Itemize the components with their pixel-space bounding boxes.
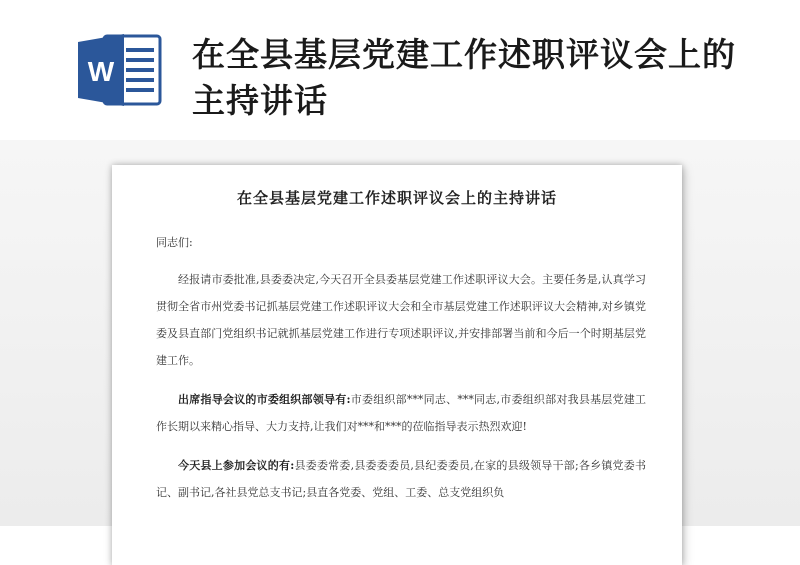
paragraph-2-lead: 出席指导会议的市委组织部领导有: <box>178 393 351 406</box>
paragraph-2-text: 市委组织部***同志、***同志,市委组织部对我县基层党建工作长期以来精心指导、大力支持,让我们对***和***的莅临指导表示热烈欢迎! <box>156 393 646 433</box>
paragraph-1: 经报请市委批准,县委委决定,今天召开全县委基层党建工作述职评议大会。主要任务是,认真学习贯彻全省市州党委书记抓基层党建工作述职评议大会和全市基层党建工作述职评议大会精神,对乡镇党委及县直部门党组织书记就抓基层党建工作进行专项述职评议,并安排部署当前和今后一个时期基层党建工作。 <box>156 273 646 367</box>
paragraph-3 <box>156 452 646 506</box>
document-title: 在全县基层党建工作述职评议会上的主持讲话 <box>236 189 557 207</box>
word-icon-letter: W <box>87 56 115 87</box>
word-document-icon <box>74 30 166 110</box>
greeting: 同志们: <box>156 236 193 249</box>
paragraph-3-lead: 今天县上参加会议的有: <box>178 459 295 472</box>
document-page <box>112 165 682 565</box>
page-title: 在全县基层党建工作述职评议会上的主持讲话 <box>192 35 736 120</box>
document-body <box>156 229 646 506</box>
paragraph-3-text: 县委委常委,县委委委员,县纪委委员,在家的县级领导干部;各乡镇党委书记、副书记,各社县党总支书记;县直各党委、党组、工委、总支党组织负 <box>156 459 646 499</box>
paragraph-2 <box>156 386 646 440</box>
header <box>0 0 800 150</box>
